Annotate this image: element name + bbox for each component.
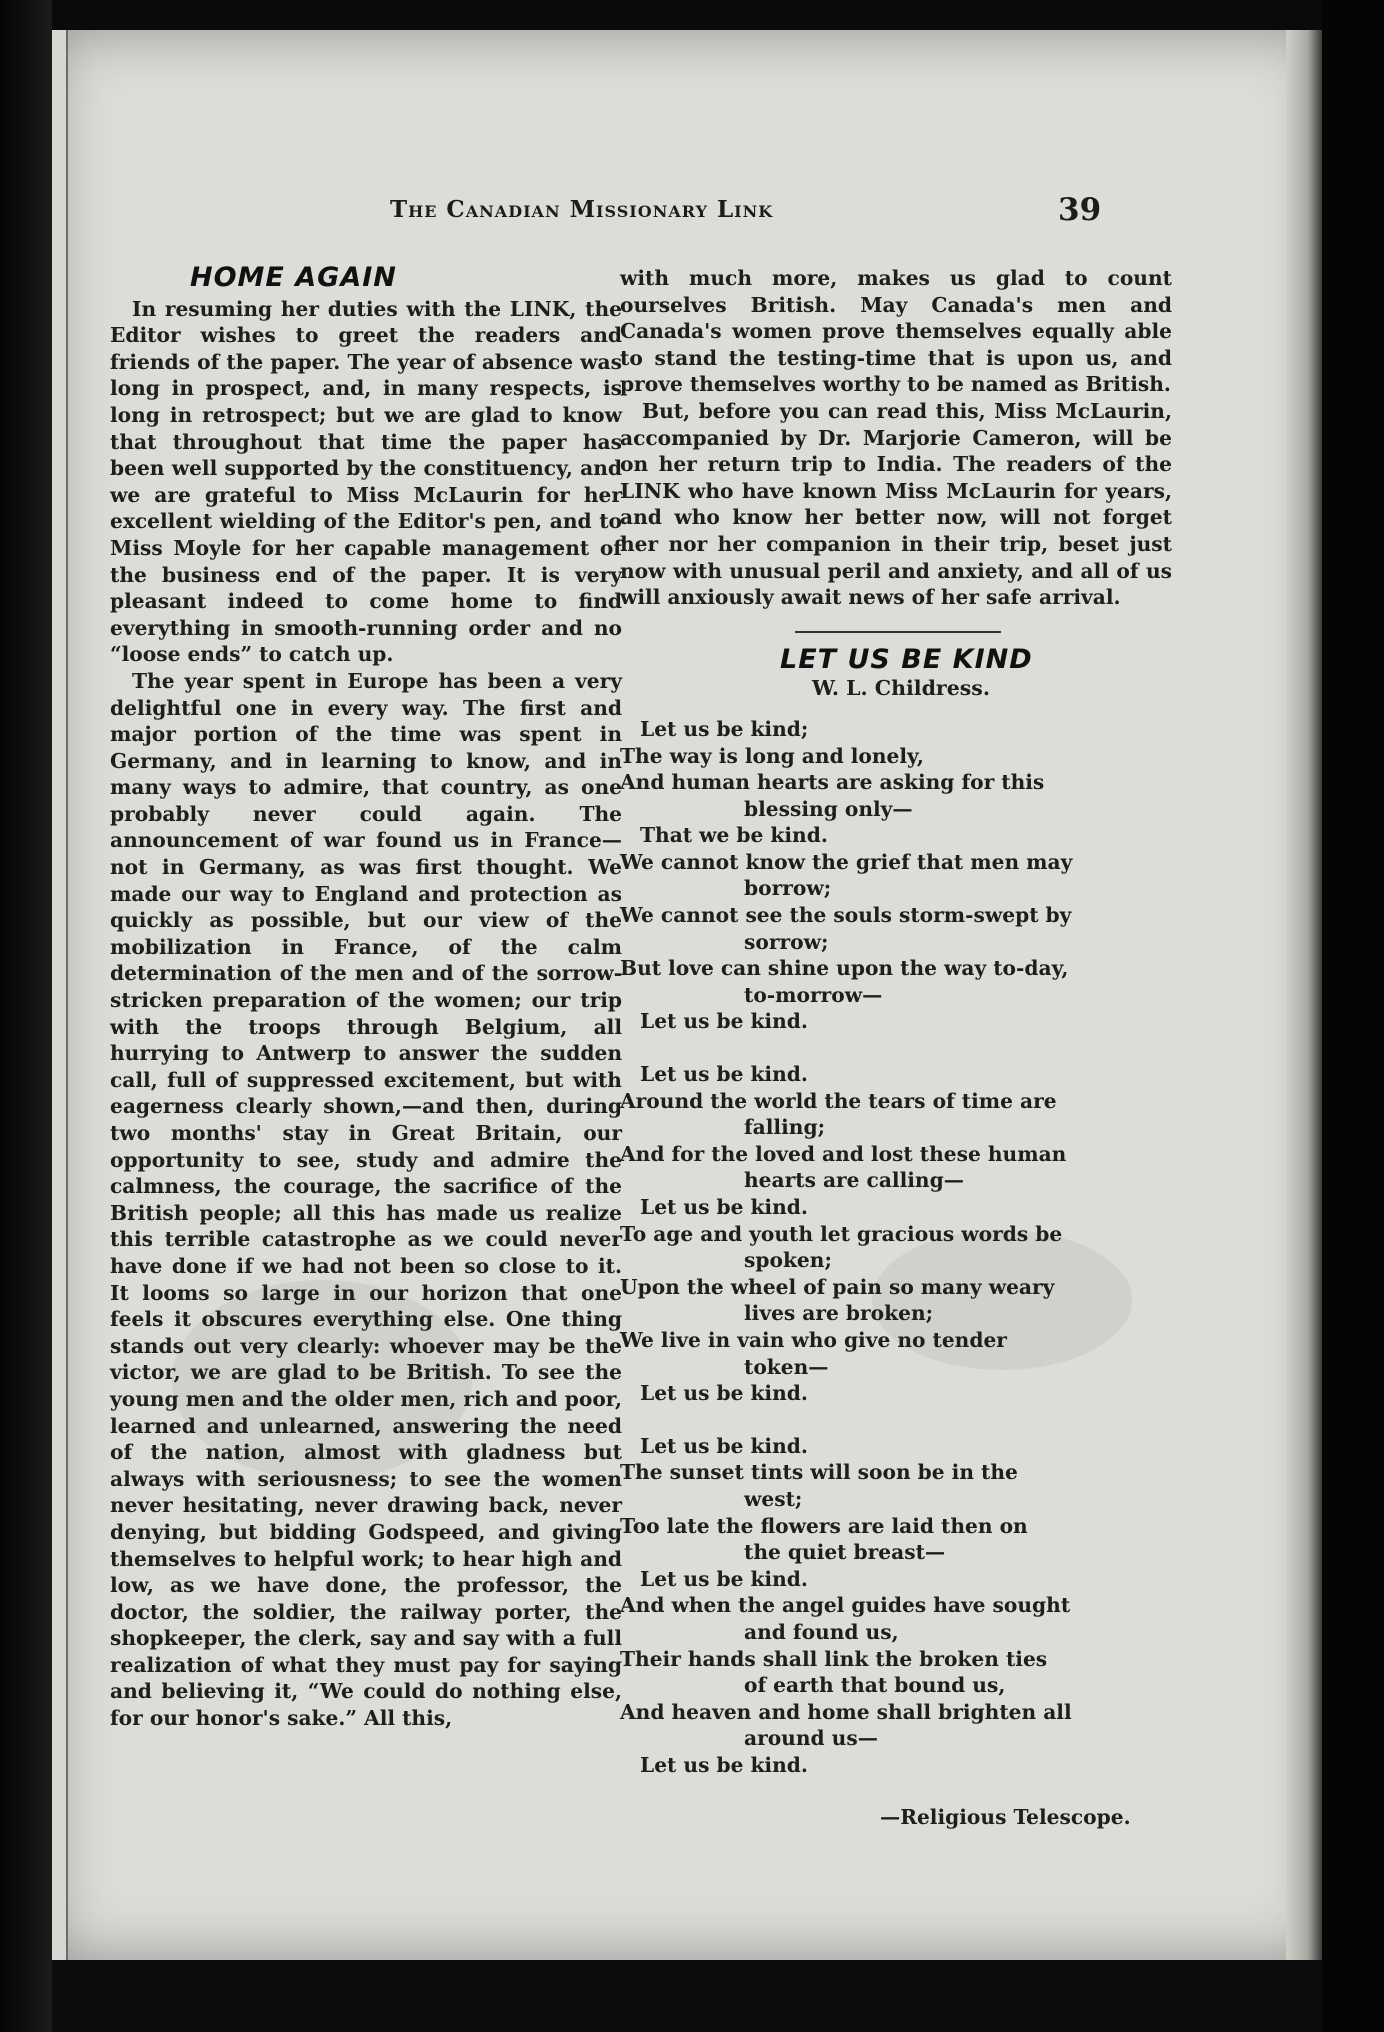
scan-border-right xyxy=(1322,0,1384,2032)
article-title: HOME AGAIN xyxy=(190,262,397,293)
poem-line: And when the angel guides have sought xyxy=(620,1593,1071,1618)
right-column xyxy=(620,265,1172,1831)
poem-line: Let us be kind. xyxy=(640,1062,808,1087)
page-edge-shadow xyxy=(1286,30,1322,1960)
poem-line: around us— xyxy=(744,1726,878,1751)
poem-line: Let us be kind; xyxy=(640,716,809,741)
article-paragraph: But, before you can read this, Miss McLaurin, accompanied by Dr. Marjorie Cameron, will be on her return trip to India. The readers of the LINK who have known Miss McLaurin for years, and who know her better now, will not forget her nor her companion in their trip, beset just now with unusual peril and anxiety, and all of us will anxiously await news of her safe arrival. xyxy=(620,398,1172,610)
poem-line: We live in vain who give no tender xyxy=(620,1327,1007,1352)
running-title: The Canadian Missionary Link xyxy=(390,196,774,223)
poem-line: hearts are calling— xyxy=(744,1168,964,1193)
poem-line: The sunset tints will soon be in the xyxy=(620,1460,1018,1485)
poem-line: lives are broken; xyxy=(744,1301,934,1326)
poem-line: And heaven and home shall brighten all xyxy=(620,1699,1072,1724)
article-paragraph: In resuming her duties with the LINK, the Editor wishes to greet the readers and friends of the paper. The year of absence was long in prospect, and, in many respects, is long in retrospect; but we are glad to know that throughout that time the paper has been well supported by the constituency, and we are grateful to Miss McLaurin for her excellent wielding of the Editor's pen, and to Miss Moyle for her capable management of the business end of the paper. It is very pleasant indeed to come home to find everything in smooth-running order and no “loose ends” to catch up. xyxy=(110,296,622,667)
poem-line: Too late the flowers are laid then on xyxy=(620,1513,1028,1538)
poem-line: Let us be kind. xyxy=(640,1752,808,1777)
poem-line: Let us be kind. xyxy=(640,1433,808,1458)
poem-stanza xyxy=(620,1061,1172,1407)
scan-border-left xyxy=(0,0,52,2032)
poem-line: The way is long and lonely, xyxy=(620,743,924,768)
left-column xyxy=(110,262,622,1732)
poem-line: Around the world the tears of time are xyxy=(620,1088,1057,1113)
article-paragraph-continued: with much more, makes us glad to count ourselves British. May Canada's men and Canada's women prove themselves equally able to stand the testing-time that is upon us, and prove themselves worthy to be named as British. xyxy=(620,266,1172,397)
poem-author: W. L. Childress. xyxy=(812,676,990,701)
poem-line: But love can shine upon the way to-day, xyxy=(620,956,1069,981)
poem-attribution: —Religious Telescope. xyxy=(880,1805,1131,1830)
poem-line: borrow; xyxy=(744,876,832,901)
article-paragraph: The year spent in Europe has been a very delightful one in every way. The first and major portion of the time was spent in Germany, and in learning to know, and in many ways to admire, that country, as one probably never could again. The announcement of war found us in France—not in Germany, as was first thought. We made our way to England and protection as quickly as possible, but our view of the mobilization in France, of the calm determination of the men and of the sorrow-stricken preparation of the women; our trip with the troops through Belgium, all hurrying to Antwerp to answer the sudden call, full of suppressed excitement, but with eagerness clearly shown,—and then, during two months' stay in Great Britain, our opportunity to see, study and admire the calmness, the courage, the sacrifice of the British people; all this has made us realize this terrible catastrophe as we could never have done if we had not been so close to it. It looms so large in our horizon that one feels it obscures everything else. One thing stands out very clearly: whoever may be the victor, we are glad to be British. To see the young men and the older men, rich and poor, learned and unlearned, answering the need of the nation, almost with gladness but always with seriousness; to see the women never hesitating, never drawing back, never denying, but bidding Godspeed, and giving themselves to helpful work; to hear high and low, as we have done, the professor, the doctor, the soldier, the railway porter, the shopkeeper, the clerk, say and say with a full realization of what they must pay for saying and believing it, “We could do nothing else, for our honor's sake.” All this, xyxy=(110,668,622,1731)
section-divider xyxy=(795,631,1001,633)
poem-line: Upon the wheel of pain so many weary xyxy=(620,1274,1055,1299)
poem-stanza xyxy=(620,1433,1172,1779)
poem-line: west; xyxy=(744,1486,803,1511)
poem-line: falling; xyxy=(744,1115,826,1140)
poem-line: And for the loved and lost these human xyxy=(620,1141,1067,1166)
poem-line: We cannot know the grief that men may xyxy=(620,849,1073,874)
poem-line: Let us be kind. xyxy=(640,1009,808,1034)
poem-line: And human hearts are asking for this xyxy=(620,770,1045,795)
poem-title: LET US BE KIND xyxy=(780,643,1033,675)
poem-line: to-morrow— xyxy=(744,982,883,1007)
poem-line: and found us, xyxy=(744,1619,899,1644)
poem-line: That we be kind. xyxy=(640,823,828,848)
poem-line: Let us be kind. xyxy=(640,1195,808,1219)
poem-body xyxy=(620,716,1172,1779)
scan-border-bottom xyxy=(52,1960,1322,2032)
poem-line: Let us be kind. xyxy=(640,1566,808,1591)
page-number: 39 xyxy=(1058,192,1102,228)
poem-line: token— xyxy=(744,1354,829,1379)
poem-line: We cannot see the souls storm-swept by xyxy=(620,903,1072,928)
poem-line: blessing only— xyxy=(744,796,913,821)
poem-line: To age and youth let gracious words be xyxy=(620,1221,1063,1246)
poem-line: of earth that bound us, xyxy=(744,1673,1006,1698)
page-gutter xyxy=(52,30,68,1960)
poem-line: the quiet breast— xyxy=(744,1540,946,1565)
poem-line: Let us be kind. xyxy=(640,1381,808,1406)
poem-stanza xyxy=(620,716,1172,1035)
poem-line: spoken; xyxy=(744,1248,832,1273)
poem-line: Their hands shall link the broken ties xyxy=(620,1646,1048,1671)
poem-line: sorrow; xyxy=(744,929,829,954)
